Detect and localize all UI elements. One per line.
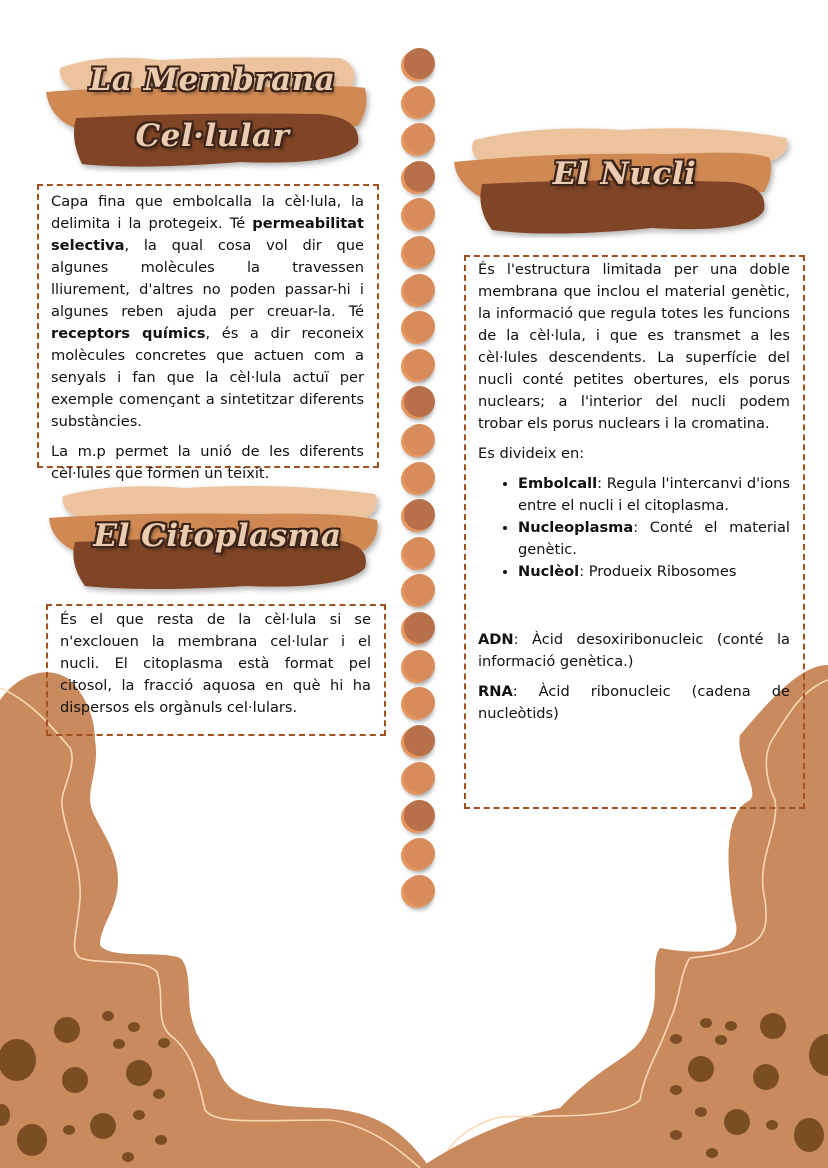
adn-desc: : Àcid desoxiribonucleic (conté la informació genètica.) [478, 631, 790, 670]
membrana-text: Capa fina que embolcalla la cèl·lula, la delimita i la protegeix. Té [51, 193, 364, 232]
divider-dot [404, 236, 435, 267]
list-item-nucleoplasma [518, 517, 790, 561]
rna-definition [478, 681, 790, 725]
citoplasma-paragraph: És el que resta de la cèl·lula si se n'exclouen la membrana cel·lular i el nucli. El citoplasma està format pel citosol, la fracció aquosa en què hi ha dispersos els orgànuls cel·lulars. [60, 611, 371, 716]
list-item-nucleol [518, 561, 790, 583]
divider-dot [404, 424, 435, 455]
nucli-parts-list [478, 473, 790, 583]
term-permeabilitat-selectiva: permeabilitat selectiva [51, 215, 364, 254]
nucli-title-banner [452, 118, 797, 238]
membrana-title-banner [40, 48, 385, 173]
divider-dot [404, 349, 435, 380]
divider-dot [404, 612, 435, 643]
divider-dot [404, 86, 435, 117]
nucli-divides-intro: Es divideix en: [478, 445, 585, 462]
nucli-paragraph-1: És l'estructura limitada per una doble membrana que inclou el material genètic, la informació que regula totes les funcions de la cèl·lula, i que es transmet a les cèl·lules descendents. La superfície del nucli conté petites obertures, els porus nuclears; a l'interior del nucli podem trobar els porus nuclears i la cromatina. [478, 261, 790, 432]
membrana-text: , és a dir reconeix molècules concretes que actuen com a senyals i fan que la cèl·lula actuï per exemple començant a sintetitzar diferents substàncies. [51, 325, 364, 430]
term-adn: ADN [478, 631, 514, 648]
divider-dot [404, 800, 435, 831]
citoplasma-text-box [46, 604, 386, 736]
membrana-paragraph-1 [51, 191, 364, 433]
rna-desc: : Àcid ribonucleic (cadena de nucleòtids) [478, 683, 790, 722]
divider-dot [404, 537, 435, 568]
list-item-embolcall [518, 473, 790, 517]
embolcall-desc: : Regula l'intercanvi d'ions entre el nucli i el citoplasma. [518, 475, 790, 514]
nucleoplasma-desc: : Conté el material genètic. [518, 519, 790, 558]
term-rna: RNA [478, 683, 513, 700]
term-nucleoplasma: Nucleoplasma [518, 519, 634, 536]
citoplasma-title-banner [45, 478, 390, 596]
divider-dot [404, 838, 435, 869]
term-embolcall: Embolcall [518, 475, 598, 492]
nucli-title: El Nucli [552, 156, 697, 192]
divider-dot [404, 274, 435, 305]
divider-dot [404, 875, 435, 906]
term-nucleol: Nuclèol [518, 563, 580, 580]
term-receptors-quimics: receptors químics [51, 325, 206, 342]
nucleol-desc: : Produeix Ribosomes [579, 563, 737, 580]
divider-dot [404, 687, 435, 718]
divider-dot [404, 499, 435, 530]
divider-dot [404, 123, 435, 154]
divider-dot [404, 462, 435, 493]
left-blob-shape [0, 672, 430, 1168]
membrana-title-line1: La Membrana [89, 62, 336, 98]
membrana-title-line2: Cel·lular [135, 118, 290, 154]
membrana-text: , la qual cosa vol dir que algunes molècules la travessen lliurement, d'altres no poden passar-hi i algunes reben ajuda per creuar-la. Té [51, 237, 364, 320]
membrana-text-box [37, 184, 379, 482]
divider-dot [404, 650, 435, 681]
nucli-text-box [464, 255, 805, 809]
divider-dot [404, 161, 435, 192]
divider-dot [404, 725, 435, 756]
divider-dot [404, 311, 435, 342]
membrana-paragraph-2: La m.p permet la unió de les diferents cèl·lules que formen un teixit. [51, 443, 364, 482]
adn-definition [478, 629, 790, 673]
divider-dot [404, 48, 435, 79]
citoplasma-title: El Citoplasma [93, 518, 342, 554]
